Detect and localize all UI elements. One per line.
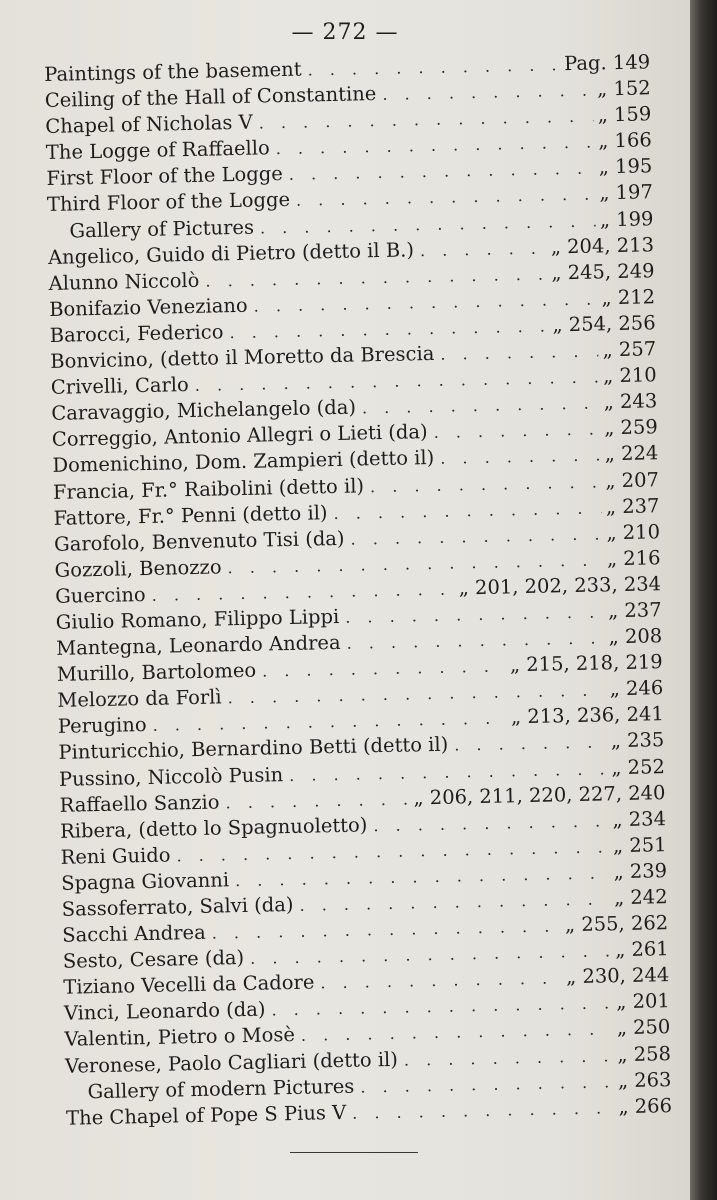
entry-title: Ceiling of the Hall of Constantine: [44, 82, 377, 113]
entry-title: Fattore, Fr.° Penni (detto il): [53, 500, 328, 530]
entry-page-numbers: „ 197: [599, 180, 654, 205]
entry-title: Melozzo da Forlì: [57, 685, 222, 713]
entry-page-numbers: „ 237: [607, 598, 662, 623]
entry-title: Barocci, Federico: [49, 320, 224, 347]
dot-leader: [427, 417, 600, 447]
entry-title: Domenichino, Dom. Zampieri (detto il): [52, 446, 435, 478]
entry-title: Spagna Giovanni: [60, 868, 230, 895]
entry-title: Sacchi Andrea: [62, 920, 206, 947]
entry-title: Gallery of Pictures: [69, 215, 255, 243]
entry-page-numbers: „ 242: [613, 885, 668, 910]
entry-page-numbers: „ 159: [597, 102, 652, 127]
entry-page-numbers: „ 250: [616, 1015, 671, 1040]
entry-page-numbers: „ 201: [616, 989, 671, 1014]
entry-title: Giulio Romano, Filippo Lippi: [55, 604, 340, 634]
entry-title: Third Floor of the Logge: [46, 188, 291, 217]
footer-rule: [290, 1152, 418, 1153]
entry-title: Raffaello Sanzio: [59, 790, 220, 817]
entry-title: Murillo, Bartolomeo: [56, 658, 257, 687]
entry-title: Francia, Fr.° Raibolini (detto il): [52, 473, 365, 504]
entry-page-numbers: „ 252: [611, 754, 666, 779]
entry-title: Gozzoli, Benozzo: [54, 555, 222, 582]
entry-page-numbers: „ 254, 256: [552, 311, 656, 337]
dot-leader: [434, 338, 599, 367]
entry-page-numbers: „ 166: [598, 128, 653, 153]
entry-page-numbers: „ 206, 211, 220, 227, 240: [413, 780, 666, 810]
entry-page-numbers: „ 239: [613, 859, 668, 884]
entry-title: Chapel of Nicholas V: [45, 110, 253, 139]
dot-leader: [346, 1095, 615, 1127]
entry-page-numbers: „ 152: [596, 76, 651, 101]
entry-page-numbers: „ 201, 202, 233, 234: [458, 572, 662, 600]
entry-page-numbers: Pag. 149: [563, 50, 651, 76]
entry-title: Perugino: [57, 713, 147, 739]
entry-page-numbers: „ 215, 218, 219: [509, 650, 663, 677]
dot-leader: [434, 443, 601, 472]
entry-title: Reni Guido: [60, 843, 171, 869]
entry-title: Correggio, Antonio Allegri o Lieti (da): [51, 420, 428, 452]
entry-title: Angelico, Guido di Pietro (detto il B.): [47, 237, 415, 269]
page-edge-shadow: [690, 0, 717, 1200]
entry-title: First Floor of the Logge: [46, 162, 284, 191]
entry-title: Tiziano Vecelli da Cadore: [63, 970, 315, 1000]
entry-title: Bonifazio Veneziano: [48, 293, 248, 321]
entry-page-numbers: „ 266: [618, 1093, 673, 1118]
entry-page-numbers: „ 259: [604, 415, 659, 440]
entry-title: Gallery of modern Pictures: [87, 1074, 355, 1103]
entry-page-numbers: „ 210: [606, 519, 661, 545]
entry-page-numbers: „ 212: [601, 285, 656, 310]
entry-title: Pinturicchio, Bernardino Betti (detto il): [58, 733, 449, 765]
entry-page-numbers: „ 261: [614, 937, 669, 962]
entry-page-numbers: „ 237: [605, 493, 660, 518]
entry-title: The Logge of Raffaello: [45, 136, 270, 165]
entry-title: Guercino: [54, 582, 146, 608]
entry-title: Mantegna, Leonardo Andrea: [56, 630, 341, 660]
entry-page-numbers: „ 230, 244: [565, 963, 670, 989]
entry-page-numbers: „ 234: [612, 806, 667, 831]
entry-title: Valentin, Pietro o Mosè: [64, 1023, 296, 1052]
entry-title: Veronese, Paolo Cagliari (detto il): [64, 1047, 399, 1078]
entry-page-numbers: „ 257: [602, 337, 657, 362]
entry-page-numbers: „ 199: [599, 206, 654, 231]
entry-title: Alunno Niccolò: [48, 268, 200, 295]
entry-page-numbers: „ 216: [606, 545, 661, 571]
entry-page-numbers: „ 255, 262: [564, 911, 669, 937]
entry-page-numbers: „ 251: [612, 832, 667, 858]
dot-leader: [414, 235, 547, 264]
entry-title: Sassoferrato, Salvi (da): [61, 892, 294, 921]
entry-page-numbers: „ 243: [603, 389, 658, 414]
page-number: — 272 —: [291, 20, 399, 45]
entry-page-numbers: „ 235: [610, 728, 665, 753]
entry-page-numbers: „ 263: [617, 1067, 672, 1092]
entry-title: Sesto, Cesare (da): [62, 946, 245, 973]
entry-title: Vinci, Leonardo (da): [63, 997, 266, 1026]
entry-page-numbers: „ 208: [608, 624, 663, 649]
entry-title: Bonvicino, (detto il Moretto da Brescia: [50, 341, 435, 373]
entry-title: Garofolo, Benvenuto Tisi (da): [53, 526, 345, 556]
entry-title: Paintings of the basement: [44, 57, 302, 86]
entry-page-numbers: „ 207: [605, 467, 660, 492]
index-list: [44, 49, 672, 1131]
entry-title: The Chapel of Pope S Pius V: [65, 1100, 347, 1130]
entry-title: Ribera, (detto lo Spagnuoletto): [59, 813, 368, 843]
entry-page-numbers: „ 204, 213: [550, 232, 655, 259]
entry-page-numbers: „ 245, 249: [551, 259, 655, 285]
dot-leader: [219, 786, 410, 816]
dot-leader: [448, 730, 607, 759]
entry-title: Pussino, Niccolò Pusin: [58, 762, 284, 791]
entry-page-numbers: „ 210: [602, 363, 657, 388]
entry-page-numbers: „ 258: [617, 1041, 672, 1066]
entry-page-numbers: „ 246: [609, 676, 664, 701]
entry-title: Caravaggio, Michelangelo (da): [51, 395, 357, 426]
entry-page-numbers: „ 195: [598, 154, 653, 179]
entry-title: Crivelli, Carlo: [50, 373, 190, 400]
entry-page-numbers: „ 224: [604, 441, 659, 466]
entry-page-numbers: „ 213, 236, 241: [510, 702, 665, 729]
